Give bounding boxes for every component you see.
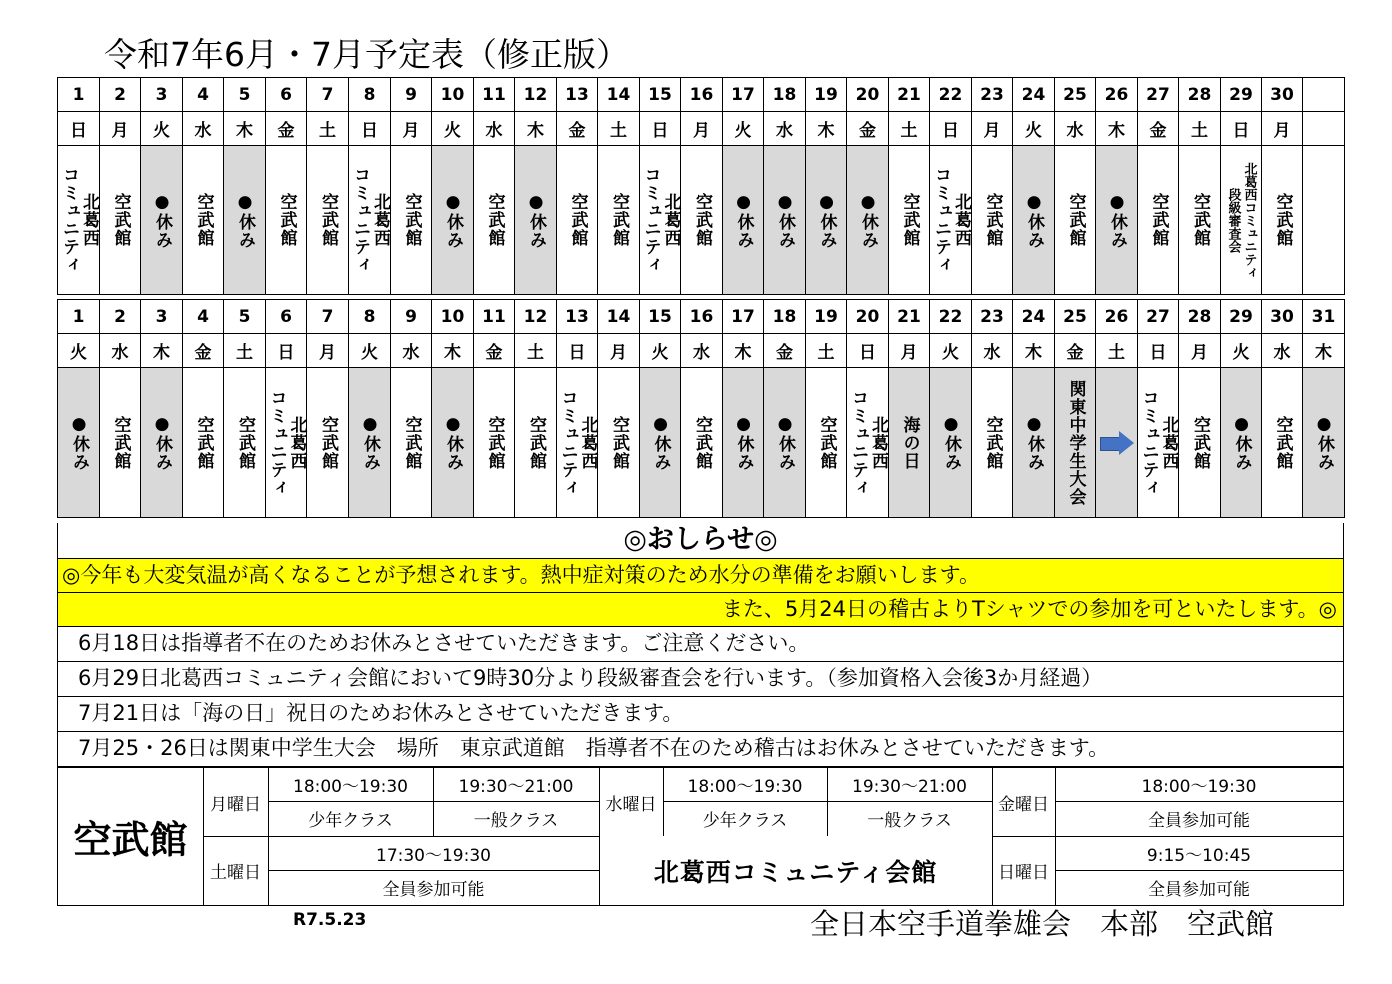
day-number: 25 xyxy=(1055,300,1096,334)
event-text: 北葛西 xyxy=(370,193,390,247)
day-number: 26 xyxy=(1096,300,1138,334)
event-text: コミュニティ xyxy=(931,166,951,274)
event-text: 海の日 xyxy=(899,415,920,470)
day-of-week: 金 xyxy=(764,334,806,368)
day-event xyxy=(391,368,432,518)
event-text: 空武館 xyxy=(1272,415,1293,470)
day-of-week: 日 xyxy=(640,112,681,146)
day-event xyxy=(515,368,557,518)
day-event xyxy=(640,368,681,518)
day-number: 27 xyxy=(1138,78,1179,112)
day-number: 25 xyxy=(1055,78,1096,112)
day-of-week: 月 xyxy=(391,112,432,146)
day-of-week: 土 xyxy=(307,112,349,146)
day-number: 11 xyxy=(474,78,515,112)
day-of-week: 木 xyxy=(1096,112,1138,146)
event-text: 空武館 xyxy=(1272,193,1293,247)
saturday-label: 土曜日 xyxy=(210,863,261,883)
july-calendar xyxy=(57,299,1345,518)
day-event xyxy=(474,368,515,518)
event-text: ●休み xyxy=(152,414,172,471)
day-of-week: 木 xyxy=(224,112,266,146)
day-of-week: 金 xyxy=(1138,112,1179,146)
event-text: 北葛西 xyxy=(286,415,307,470)
event-text: 北葛西 xyxy=(660,193,681,247)
day-of-week: 火 xyxy=(1013,112,1055,146)
day-of-week: 土 xyxy=(1096,334,1138,368)
event-text: コミュニティ xyxy=(266,388,287,497)
friday-label: 金曜日 xyxy=(998,794,1049,815)
day-number: 15 xyxy=(640,300,681,334)
day-number: 20 xyxy=(847,300,889,334)
day-number: 3 xyxy=(141,78,183,112)
revision-date: R7.5.23 xyxy=(293,910,367,930)
day-of-week: 日 xyxy=(847,334,889,368)
event-text: ●休み xyxy=(1231,414,1252,471)
event-text: 空武館 xyxy=(110,193,131,247)
day-event xyxy=(681,368,723,518)
day-of-week: 日 xyxy=(1221,112,1262,146)
event-text: ●休み xyxy=(526,191,546,249)
day-event xyxy=(141,146,183,295)
june-calendar xyxy=(57,77,1345,295)
day-event xyxy=(474,146,515,295)
day-number: 17 xyxy=(723,300,764,334)
day-of-week: 日 xyxy=(266,334,307,368)
event-text: 北葛西 xyxy=(577,415,598,470)
day-of-week: 火 xyxy=(930,334,972,368)
day-number: 18 xyxy=(764,78,806,112)
event-text: 空武館 xyxy=(609,415,629,470)
day-of-week: 月 xyxy=(681,112,723,146)
day-number: 28 xyxy=(1179,300,1221,334)
day-event xyxy=(1055,368,1096,518)
day-number: 2 xyxy=(100,78,141,112)
wednesday-label: 水曜日 xyxy=(605,794,657,815)
day-of-week: 土 xyxy=(1179,112,1221,146)
event-text: 空武館 xyxy=(401,415,422,470)
day-number: 30 xyxy=(1262,300,1303,334)
day-of-week: 土 xyxy=(515,334,557,368)
day-of-week: 金 xyxy=(1055,334,1096,368)
day-number: 23 xyxy=(972,300,1013,334)
day-event xyxy=(972,368,1013,518)
event-text: ●休み xyxy=(443,414,463,471)
day-event xyxy=(930,146,972,295)
day-number: 22 xyxy=(930,78,972,112)
day-event xyxy=(307,146,349,295)
day-of-week: 金 xyxy=(847,112,889,146)
day-of-week: 火 xyxy=(58,334,100,368)
day-event xyxy=(266,146,307,295)
event-text: ●休み xyxy=(152,191,172,249)
day-of-week: 火 xyxy=(1221,334,1262,368)
day-number: 31 xyxy=(1303,300,1345,334)
day-event xyxy=(349,368,391,518)
day-number: 3 xyxy=(141,300,183,334)
day-event xyxy=(557,368,598,518)
day-number: 7 xyxy=(307,300,349,334)
day-event xyxy=(598,146,640,295)
day-event xyxy=(764,368,806,518)
saturday-class: 全員参加可能 xyxy=(382,880,485,900)
sunday-time: 9:15～10:45 xyxy=(1146,845,1252,866)
day-number: 19 xyxy=(806,78,847,112)
day-event xyxy=(598,368,640,518)
day-number: 7 xyxy=(307,78,349,112)
day-of-week: 水 xyxy=(1055,112,1096,146)
day-event xyxy=(183,146,224,295)
day-number xyxy=(1303,78,1345,112)
event-text: ●休み xyxy=(69,414,89,471)
day-of-week: 水 xyxy=(972,334,1013,368)
monday-time-2: 19:30～21:00 xyxy=(458,777,574,797)
day-event xyxy=(847,368,889,518)
day-event xyxy=(391,146,432,295)
day-number: 29 xyxy=(1221,300,1262,334)
day-of-week: 金 xyxy=(474,334,515,368)
day-of-week: 火 xyxy=(723,112,764,146)
right-arrow-icon xyxy=(1100,431,1134,455)
day-of-week: 木 xyxy=(515,112,557,146)
day-event xyxy=(183,368,224,518)
day-of-week: 水 xyxy=(391,334,432,368)
day-event xyxy=(266,368,307,518)
day-of-week: 水 xyxy=(764,112,806,146)
event-text: ●休み xyxy=(775,414,795,471)
notice-item: 7月21日は「海の日」祝日のためお休みとさせていただきます。 xyxy=(57,697,1344,732)
page-title: 令和7年6月・7月予定表（修正版） xyxy=(104,35,629,74)
day-event xyxy=(58,368,100,518)
day-event xyxy=(100,368,141,518)
day-number: 26 xyxy=(1096,78,1138,112)
day-number: 10 xyxy=(432,78,474,112)
day-of-week: 水 xyxy=(681,334,723,368)
day-of-week: 火 xyxy=(432,112,474,146)
day-number: 18 xyxy=(764,300,806,334)
day-number: 5 xyxy=(224,78,266,112)
event-text: ●休み xyxy=(733,414,754,471)
sunday-label: 日曜日 xyxy=(998,863,1049,883)
day-of-week: 火 xyxy=(141,112,183,146)
notice-item: 7月25・26日は関東中学生大会 場所 東京武道館 指導者不在のため稽古はお休みとさせていただきます。 xyxy=(57,732,1344,767)
event-text: ●休み xyxy=(733,191,754,249)
day-of-week xyxy=(1303,112,1345,146)
day-of-week: 日 xyxy=(349,112,391,146)
event-text: ●休み xyxy=(1024,414,1044,471)
day-event xyxy=(1138,368,1179,518)
day-event xyxy=(723,146,764,295)
wednesday-time-1: 18:00～19:30 xyxy=(687,777,803,797)
day-event xyxy=(224,146,266,295)
organization-name: 全日本空手道拳雄会 本部 空武館 xyxy=(809,907,1274,941)
event-text: 空武館 xyxy=(193,415,214,470)
event-text: 空武館 xyxy=(982,415,1003,470)
day-number: 16 xyxy=(681,300,723,334)
event-text: ●休み xyxy=(816,191,837,249)
day-of-week: 木 xyxy=(806,112,847,146)
event-text: 空武館 xyxy=(1190,193,1210,247)
event-text: 空武館 xyxy=(567,193,588,247)
event-text: 空武館 xyxy=(484,193,505,247)
day-event xyxy=(100,146,141,295)
day-number: 10 xyxy=(432,300,474,334)
day-number: 28 xyxy=(1179,78,1221,112)
notice-highlight-1: ◎今年も大変気温が高くなることが予想されます。熱中症対策のため水分の準備をお願いします。 xyxy=(57,559,1344,593)
day-number: 4 xyxy=(183,78,224,112)
monday-class-1: 少年クラス xyxy=(308,811,393,831)
day-of-week: 月 xyxy=(889,334,930,368)
day-event xyxy=(1262,368,1303,518)
day-event xyxy=(930,368,972,518)
day-of-week: 水 xyxy=(1262,334,1303,368)
event-text: 空武館 xyxy=(318,415,338,470)
event-text: ●休み xyxy=(1107,191,1127,249)
event-text: ●休み xyxy=(775,191,795,249)
event-text: 空武館 xyxy=(276,193,297,247)
day-event xyxy=(681,146,723,295)
event-text: 空武館 xyxy=(193,193,214,247)
event-text: コミュニティ xyxy=(640,166,661,274)
day-event xyxy=(1221,368,1262,518)
event-text: コミュニティ xyxy=(848,388,868,497)
event-text: 空武館 xyxy=(110,415,131,470)
day-of-week: 日 xyxy=(58,112,100,146)
event-text: 空武館 xyxy=(899,193,920,247)
day-event xyxy=(1138,146,1179,295)
day-event xyxy=(432,368,474,518)
event-text: 空武館 xyxy=(609,193,629,247)
event-text: ●休み xyxy=(1314,414,1334,471)
day-event xyxy=(1013,146,1055,295)
event-text: 空武館 xyxy=(982,193,1003,247)
day-of-week: 月 xyxy=(100,112,141,146)
event-text: 空武館 xyxy=(1148,193,1169,247)
day-of-week: 土 xyxy=(889,112,930,146)
event-text: ●休み xyxy=(443,191,463,249)
day-of-week: 月 xyxy=(1179,334,1221,368)
day-number: 13 xyxy=(557,78,598,112)
event-text: 空武館 xyxy=(484,415,505,470)
day-event xyxy=(764,146,806,295)
day-event xyxy=(557,146,598,295)
event-text: 北葛西コミュニティ xyxy=(1241,161,1257,279)
day-of-week: 金 xyxy=(557,112,598,146)
event-text: 空武館 xyxy=(235,415,255,470)
day-number: 5 xyxy=(224,300,266,334)
day-of-week: 日 xyxy=(1138,334,1179,368)
day-number: 1 xyxy=(58,300,100,334)
event-text: ●休み xyxy=(858,191,878,249)
event-text: コミュニティ xyxy=(557,388,578,497)
event-text: ●休み xyxy=(235,191,255,249)
day-number: 9 xyxy=(391,78,432,112)
day-event xyxy=(806,368,847,518)
event-text: 段級審査会 xyxy=(1225,187,1241,253)
notice-heading: ◎おしらせ◎ xyxy=(57,523,1344,559)
day-number: 6 xyxy=(266,78,307,112)
event-text: 空武館 xyxy=(1065,193,1086,247)
day-event xyxy=(141,368,183,518)
day-event xyxy=(1013,368,1055,518)
monday-label: 月曜日 xyxy=(210,794,261,815)
day-event xyxy=(1221,146,1262,295)
day-number: 4 xyxy=(183,300,224,334)
event-text: コミュニティ xyxy=(1138,388,1159,497)
day-number: 24 xyxy=(1013,300,1055,334)
notice-item: 6月18日は指導者不在のためお休みとさせていただきます。ご注意ください。 xyxy=(57,627,1344,662)
day-event xyxy=(1096,368,1138,518)
event-text: 空武館 xyxy=(1190,415,1210,470)
day-event xyxy=(1096,146,1138,295)
day-number: 13 xyxy=(557,300,598,334)
day-event xyxy=(1179,368,1221,518)
event-text: 空武館 xyxy=(816,415,837,470)
wednesday-time-2: 19:30～21:00 xyxy=(852,777,967,797)
day-of-week: 火 xyxy=(640,334,681,368)
day-event xyxy=(889,146,930,295)
day-event xyxy=(1055,146,1096,295)
day-of-week: 金 xyxy=(266,112,307,146)
event-text: 北葛西 xyxy=(79,193,99,247)
day-of-week: 木 xyxy=(1303,334,1345,368)
day-of-week: 土 xyxy=(224,334,266,368)
event-text: 空武館 xyxy=(401,193,422,247)
venue-kitakasai: 北葛西コミュニティ会館 xyxy=(653,857,938,887)
day-of-week: 水 xyxy=(100,334,141,368)
monday-time-1: 18:00～19:30 xyxy=(293,777,408,797)
day-number: 2 xyxy=(100,300,141,334)
day-number: 8 xyxy=(349,78,391,112)
day-number: 20 xyxy=(847,78,889,112)
event-text: ●休み xyxy=(1024,191,1044,249)
event-text: ●休み xyxy=(650,414,671,471)
day-event xyxy=(806,146,847,295)
event-text: 空武館 xyxy=(692,415,712,470)
day-number: 8 xyxy=(349,300,391,334)
day-event xyxy=(1303,146,1345,295)
day-event xyxy=(972,146,1013,295)
day-number: 14 xyxy=(598,300,640,334)
day-of-week: 水 xyxy=(474,112,515,146)
wednesday-class-2: 一般クラス xyxy=(867,811,952,831)
day-of-week: 日 xyxy=(930,112,972,146)
day-of-week: 木 xyxy=(432,334,474,368)
day-number: 22 xyxy=(930,300,972,334)
saturday-time: 17:30～19:30 xyxy=(376,845,491,866)
day-event xyxy=(224,368,266,518)
notice-item: 6月29日北葛西コミュニティ会館において9時30分より段級審査会を行います。（参加資格入会後3か月経過） xyxy=(57,662,1344,697)
day-event xyxy=(1179,146,1221,295)
sunday-class: 全員参加可能 xyxy=(1148,880,1250,900)
day-number: 23 xyxy=(972,78,1013,112)
day-event xyxy=(307,368,349,518)
event-text: 空武館 xyxy=(692,193,712,247)
wednesday-class-1: 少年クラス xyxy=(702,811,788,831)
day-of-week: 金 xyxy=(183,334,224,368)
day-of-week: 日 xyxy=(557,334,598,368)
class-schedule xyxy=(57,767,1344,906)
day-of-week: 木 xyxy=(141,334,183,368)
day-number: 16 xyxy=(681,78,723,112)
venue-kubukan: 空武館 xyxy=(73,818,188,862)
day-event xyxy=(515,146,557,295)
day-of-week: 月 xyxy=(307,334,349,368)
day-event xyxy=(58,146,100,295)
day-event xyxy=(847,146,889,295)
day-of-week: 土 xyxy=(806,334,847,368)
friday-class: 全員参加可能 xyxy=(1148,811,1250,831)
monday-class-2: 一般クラス xyxy=(473,811,559,831)
day-number: 27 xyxy=(1138,300,1179,334)
day-of-week: 土 xyxy=(598,112,640,146)
day-number: 6 xyxy=(266,300,307,334)
day-of-week: 月 xyxy=(972,112,1013,146)
day-event xyxy=(1303,368,1345,518)
day-event xyxy=(889,368,930,518)
event-text: ●休み xyxy=(941,414,961,471)
event-text: 北葛西 xyxy=(1158,415,1179,470)
day-number: 19 xyxy=(806,300,847,334)
day-of-week: 月 xyxy=(598,334,640,368)
day-of-week: 木 xyxy=(723,334,764,368)
day-of-week: 木 xyxy=(1013,334,1055,368)
day-event xyxy=(1262,146,1303,295)
day-number: 1 xyxy=(58,78,100,112)
day-number: 12 xyxy=(515,300,557,334)
day-number: 21 xyxy=(889,78,930,112)
event-text: 空武館 xyxy=(526,415,546,470)
day-event xyxy=(723,368,764,518)
day-of-week: 月 xyxy=(1262,112,1303,146)
day-number: 24 xyxy=(1013,78,1055,112)
event-text: 空武館 xyxy=(318,193,338,247)
day-event xyxy=(349,146,391,295)
day-of-week: 火 xyxy=(349,334,391,368)
day-number: 12 xyxy=(515,78,557,112)
event-text: ●休み xyxy=(360,414,380,471)
day-number: 14 xyxy=(598,78,640,112)
day-number: 15 xyxy=(640,78,681,112)
day-event xyxy=(640,146,681,295)
day-number: 21 xyxy=(889,300,930,334)
day-number: 17 xyxy=(723,78,764,112)
day-event xyxy=(432,146,474,295)
day-number: 29 xyxy=(1221,78,1262,112)
day-number: 9 xyxy=(391,300,432,334)
friday-time: 18:00～19:30 xyxy=(1141,777,1257,797)
day-number: 11 xyxy=(474,300,515,334)
notice-highlight-2: また、5月24日の稽古よりTシャツでの参加を可といたします。◎ xyxy=(57,593,1344,627)
day-of-week: 水 xyxy=(183,112,224,146)
event-text: コミュニティ xyxy=(59,166,79,274)
event-text: 関東中学生大会 xyxy=(1065,379,1086,506)
event-text: 北葛西 xyxy=(951,193,971,247)
day-number: 30 xyxy=(1262,78,1303,112)
event-text: コミュニティ xyxy=(350,166,370,274)
event-text: 北葛西 xyxy=(868,415,888,470)
